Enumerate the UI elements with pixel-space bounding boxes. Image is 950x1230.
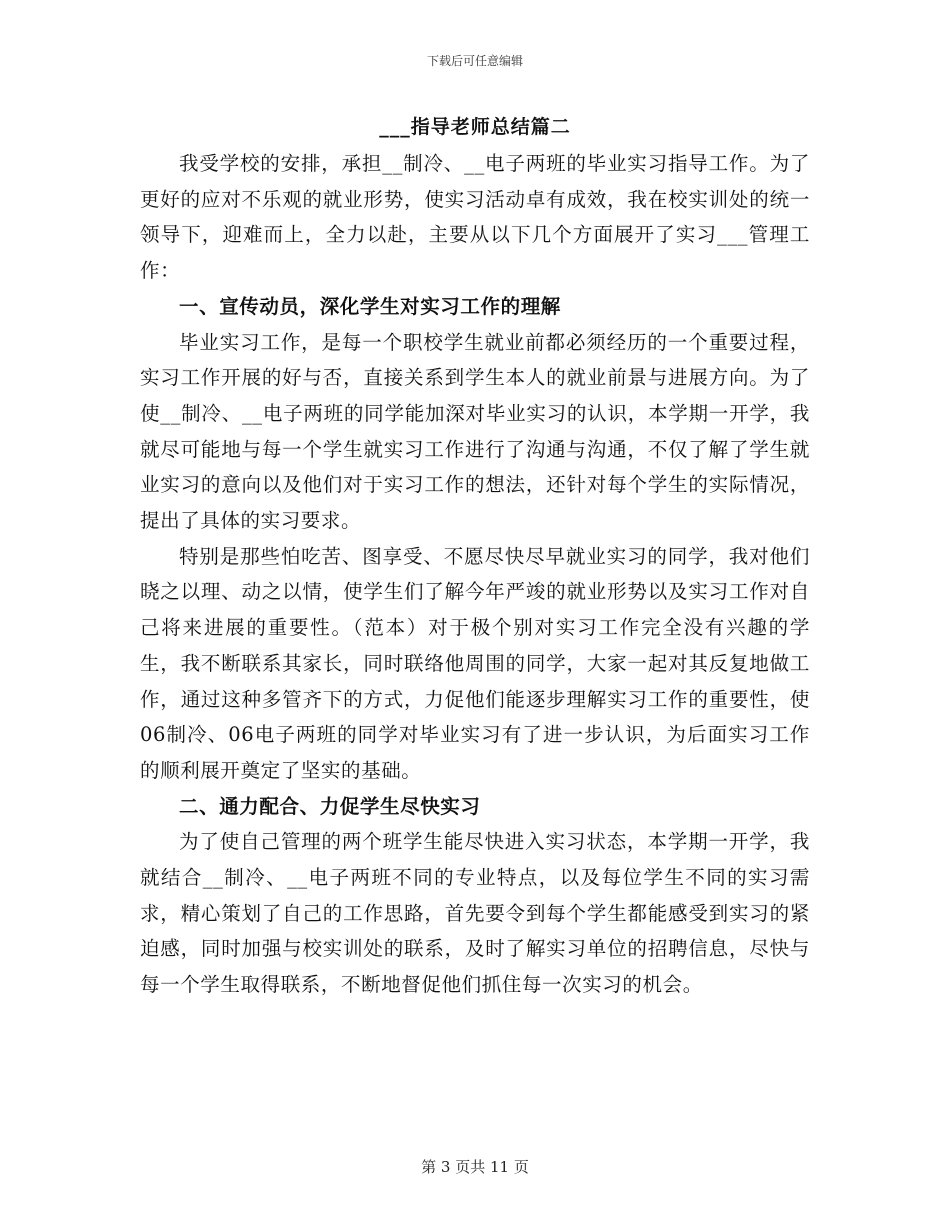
section-1-paragraph-1: 毕业实习工作，是每一个职校学生就业前都必须经历的一个重要过程，实习工作开展的好与否，直接关系到学生本人的就业前景与进展方向。为了使__制冷、__电子两班的同学能加深对毕业实习的认识，本学期一开学，我就尽可能地与每一个学生就实习工作进行了沟通与沟通，不仅了解了学生就业实习的意向以及他们对于实习工作的想法，还针对每个学生的实际情况，提出了具体的实习要求。 bbox=[140, 330, 810, 533]
section-2-paragraph-1: 为了使自己管理的两个班学生能尽快进入实习状态，本学期一开学，我就结合__制冷、__电子两班不同的专业特点，以及每位学生不同的实习需求，精心策划了自己的工作思路，首先要令到每个学生都能感受到实习的紧迫感，同时加强与校实训处的联系，及时了解实习单位的招聘信息，尽快与每一个学生取得联系，不断地督促他们抓住每一次实习的机会。 bbox=[140, 830, 810, 997]
section-heading-1: 一、宣传动员，深化学生对实习工作的理解 bbox=[179, 294, 561, 318]
page-header-note: 下载后可任意编辑 bbox=[426, 54, 523, 68]
document-title: ___指导老师总结篇二 bbox=[379, 116, 571, 138]
intro-paragraph: 我受学校的安排，承担__制冷、__电子两班的毕业实习指导工作。为了更好的应对不乐观的就业形势，使实习活动卓有成效，我在校实训处的统一领导下，迎难而上，全力以赴，主要从以下几个方面展开了实习___管理工作： bbox=[140, 152, 810, 283]
section-heading-2: 二、通力配合、力促学生尽快实习 bbox=[179, 794, 481, 818]
page-number: 第 3 页共 11 页 bbox=[421, 1158, 529, 1176]
section-1-paragraph-2: 特别是那些怕吃苦、图享受、不愿尽快尽早就业实习的同学，我对他们晓之以理、动之以情，使学生们了解今年严竣的就业形势以及实习工作对自己将来进展的重要性。（范本）对于极个别对实习工作完全没有兴趣的学生，我不断联系其家长，同时联络他周围的同学，大家一起对其反复地做工作，通过这种多管齐下的方式，力促他们能逐步理解实习工作的重要性，使06制冷、06电子两班的同学对毕业实习有了进一步认识，为后面实习工作的顺利展开奠定了坚实的基础。 bbox=[140, 544, 810, 782]
document-body bbox=[140, 146, 810, 1003]
